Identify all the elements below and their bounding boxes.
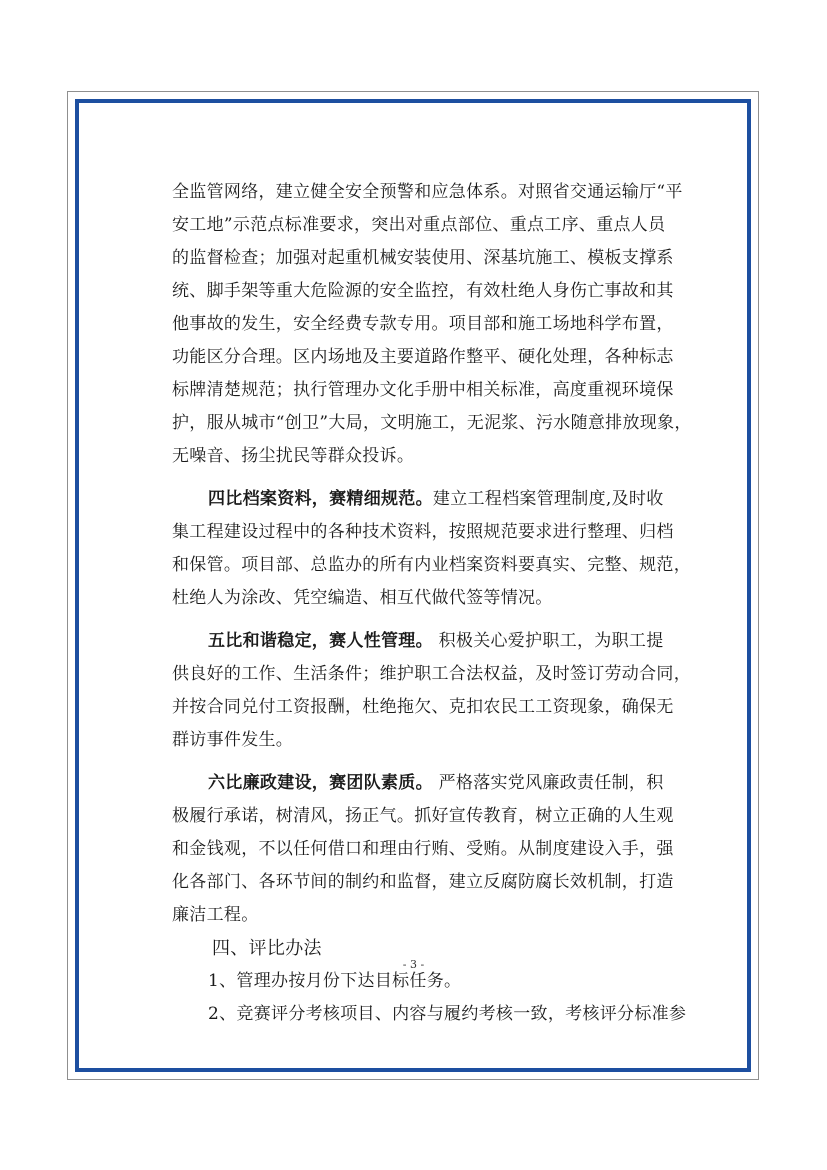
body-text-line: 无噪音、扬尘扰民等群众投诉。 bbox=[172, 446, 415, 466]
section-4-first-line bbox=[172, 483, 672, 516]
body-text-line: 群访事件发生。 bbox=[172, 730, 294, 750]
body-text-line: 安工地”示范点标准要求，突出对重点部位、重点工序、重点人员 bbox=[172, 215, 666, 235]
body-text-line: 全监管网络，建立健全安全预警和应急体系。对照省交通运输厅“平 bbox=[172, 182, 683, 202]
body-text-line: 集工程建设过程中的各种技术资料，按照规范要求进行整理、归档 bbox=[172, 522, 674, 542]
body-text-line: 杜绝人为涂改、凭空编造、相互代做代签等情况。 bbox=[172, 588, 553, 608]
body-text-line: 廉洁工程。 bbox=[172, 905, 259, 925]
section-6-text: 严格落实党风廉政责任制，积 bbox=[432, 773, 664, 793]
section-5-first-line bbox=[172, 625, 672, 658]
body-text-line: 极履行承诺，树清风，扬正气。抓好宣传教育，树立正确的人生观 bbox=[172, 806, 674, 826]
body-text-line: 的监督检查；加强对起重机械安装使用、深基坑施工、模板支撑系 bbox=[172, 248, 674, 268]
body-text-line: 并按合同兑付工资报酬，杜绝拖欠、克扣农民工工资现象，确保无 bbox=[172, 697, 674, 717]
page-number: - 3 - bbox=[402, 958, 425, 971]
body-text-line: 功能区分合理。区内场地及主要道路作整平、硬化处理，各种标志 bbox=[172, 347, 674, 367]
section-5-heading: 五比和谐稳定，赛人性管理。 bbox=[208, 631, 433, 651]
document-body bbox=[172, 176, 692, 1031]
body-text-line: 供良好的工作、生活条件；维护职工合法权益，及时签订劳动合同， bbox=[172, 664, 691, 684]
list-item: 2、竞赛评分考核项目、内容与履约考核一致，考核评分标准参 bbox=[208, 1004, 687, 1024]
section-6-first-line bbox=[172, 767, 672, 800]
section-6-heading: 六比廉政建设，赛团队素质。 bbox=[208, 773, 433, 793]
body-text-line: 和保管。项目部、总监办的所有内业档案资料要真实、完整、规范， bbox=[172, 555, 691, 575]
section-4-heading: 四比档案资料，赛精细规范。 bbox=[208, 489, 433, 509]
section-4-text: 建立工程档案管理制度,及时收 bbox=[432, 489, 664, 509]
body-text-line: 他事故的发生，安全经费专款专用。项目部和施工场地科学布置， bbox=[172, 314, 674, 334]
body-text-line: 标牌清楚规范；执行管理办文化手册中相关标准，高度重视环境保 bbox=[172, 380, 674, 400]
body-text-line: 化各部门、各环节间的制约和监督，建立反腐防腐长效机制，打造 bbox=[172, 872, 674, 892]
part-4-title: 四、评比办法 bbox=[212, 938, 322, 959]
body-text-line: 和金钱观，不以任何借口和理由行贿、受贿。从制度建设入手，强 bbox=[172, 839, 674, 859]
body-text-line: 护，服从城市“创卫”大局，文明施工，无泥浆、污水随意排放现象， bbox=[172, 413, 692, 433]
list-item: 1、管理办按月份下达目标任务。 bbox=[208, 971, 462, 991]
section-5-text: 积极关心爱护职工，为职工提 bbox=[432, 631, 664, 651]
body-text-line: 统、脚手架等重大危险源的安全监控，有效杜绝人身伤亡事故和其 bbox=[172, 281, 674, 301]
